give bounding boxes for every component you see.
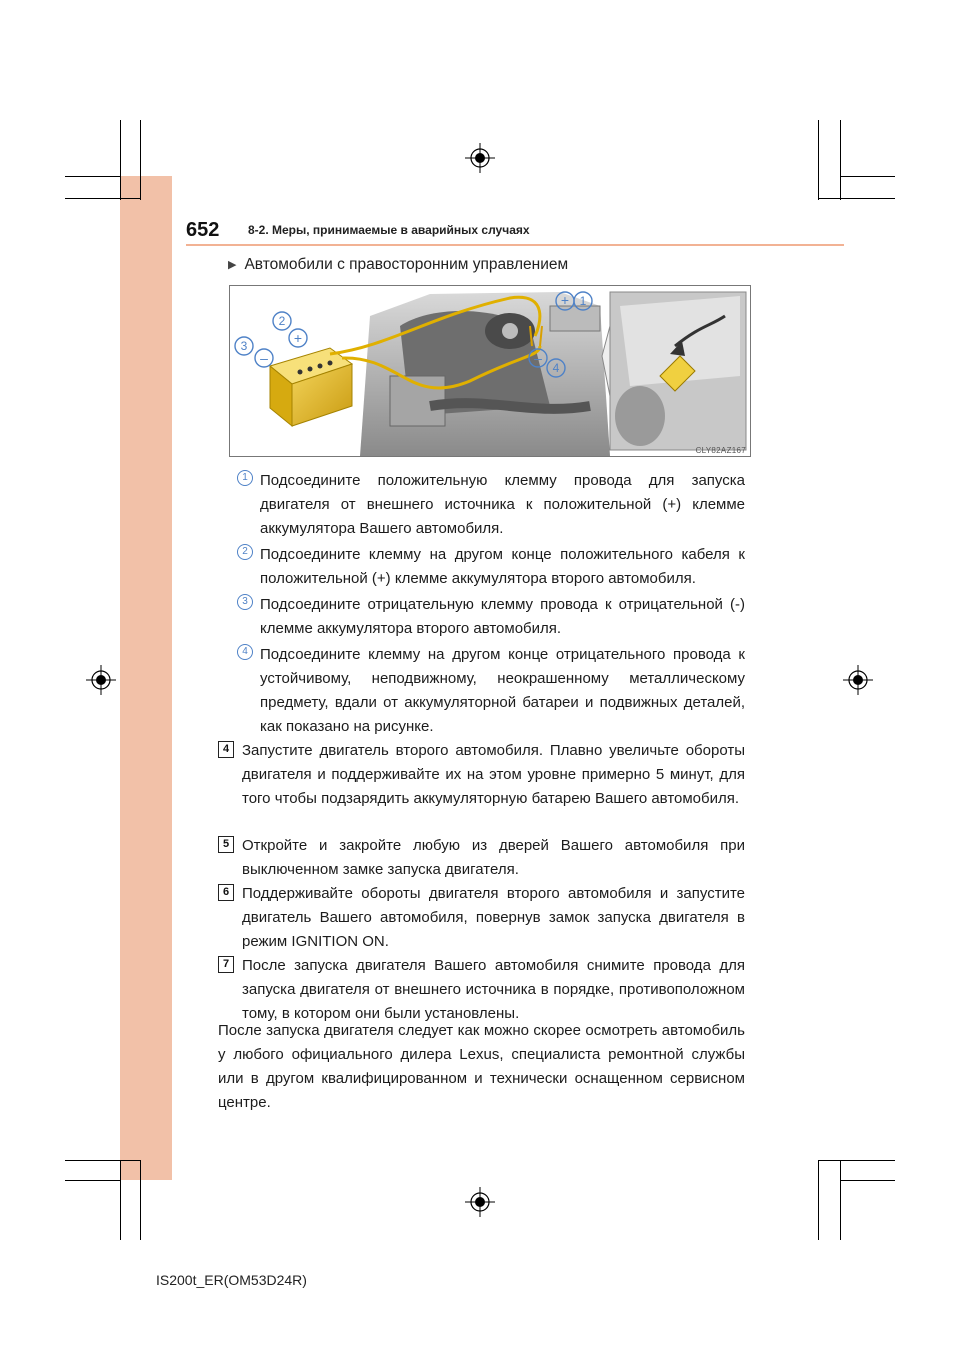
step-text: Поддерживайте обороты двигателя второго автомобиля и запустите двигатель Вашего автомобиля, повернув замок запуска двигателя в режим IGNITION ON.	[242, 885, 745, 950]
sub-step-text: Подсоедините клемму на другом конце положительного кабеля к положительной (+) клемме аккумулятора второго автомобиля.	[260, 546, 745, 587]
plus-sign: +	[560, 292, 570, 308]
sub-step-text: Подсоедините положительную клемму провода для запуска двигателя от внешнего источника к положительной (+) клемме аккумулятора Вашего автомобиля.	[260, 472, 745, 537]
step-text: После запуска двигателя Вашего автомобиля снимите провода для запуска двигателя от внешнего источника в порядке, противоположном тому, в котором они были установлены.	[242, 957, 745, 1022]
step-number: 6	[218, 884, 234, 901]
plus-sign: +	[293, 330, 303, 346]
manual-code: IS200t_ER(OM53D24R)	[156, 1272, 307, 1288]
subheading-text: Автомобили с правосторонним управлением	[244, 256, 569, 273]
callout-label: 4	[552, 361, 560, 375]
illustration-code: CLY82AZ167	[695, 446, 746, 455]
sub-step	[237, 543, 745, 591]
triangle-bullet-icon: ▶	[228, 259, 237, 271]
sub-step-number: 1	[237, 470, 253, 486]
step	[218, 882, 745, 954]
registration-mark-icon	[86, 665, 116, 695]
sub-step-text: Подсоедините клемму на другом конце отрицательного провода к устойчивому, неподвижному, неокрашенному металлическому предмету, вдали от аккумуляторной батареи и подвижных деталей, как показано на рисунке.	[260, 646, 745, 735]
subheading	[228, 256, 568, 274]
step-text: Откройте и закройте любую из дверей Вашего автомобиля при выключенном замке запуска двигателя.	[242, 837, 745, 878]
header-rule	[186, 244, 844, 246]
callout-label: 3	[240, 339, 248, 353]
sub-step-number: 4	[237, 644, 253, 660]
side-tab-bar	[120, 176, 172, 1180]
sub-step-text: Подсоедините отрицательную клемму провода к отрицательной (-) клемме аккумулятора второго автомобиля.	[260, 596, 745, 637]
step-text: Запустите двигатель второго автомобиля. Плавно увеличьте обороты двигателя и поддерживайте их на этом уровне примерно 5 минут, для того чтобы подзарядить аккумуляторную батарею Вашего автомобиля.	[242, 742, 745, 807]
closing-note	[218, 1019, 745, 1115]
callout-label: 2	[278, 314, 286, 328]
step	[218, 739, 745, 811]
fuse-box	[550, 306, 600, 331]
closing-note-text: После запуска двигателя следует как можно скорее осмотреть автомобиль у любого официального дилера Lexus, специалиста ремонтной службы или в другом квалифицированном и технически оснащенном сервисном центре.	[218, 1022, 745, 1111]
sub-step	[237, 469, 745, 541]
step	[218, 954, 745, 1026]
minus-sign: –	[534, 350, 542, 366]
step	[218, 834, 745, 882]
minus-sign: –	[260, 350, 268, 366]
sub-step-number: 3	[237, 594, 253, 610]
registration-mark-icon	[843, 665, 873, 695]
jump-start-diagram	[230, 286, 750, 456]
callout-label: 1	[579, 294, 587, 308]
sub-step	[237, 643, 745, 739]
registration-mark-icon	[465, 1187, 495, 1217]
engine-bay-illustration	[229, 285, 751, 457]
sub-step-number: 2	[237, 544, 253, 560]
registration-mark-icon	[465, 143, 495, 173]
step-number: 5	[218, 836, 234, 853]
sub-step	[237, 593, 745, 641]
step-number: 7	[218, 956, 234, 973]
page-number: 652	[186, 219, 220, 241]
step-number: 4	[218, 741, 234, 758]
section-title: 8-2. Меры, принимаемые в аварийных случаях	[248, 223, 530, 237]
